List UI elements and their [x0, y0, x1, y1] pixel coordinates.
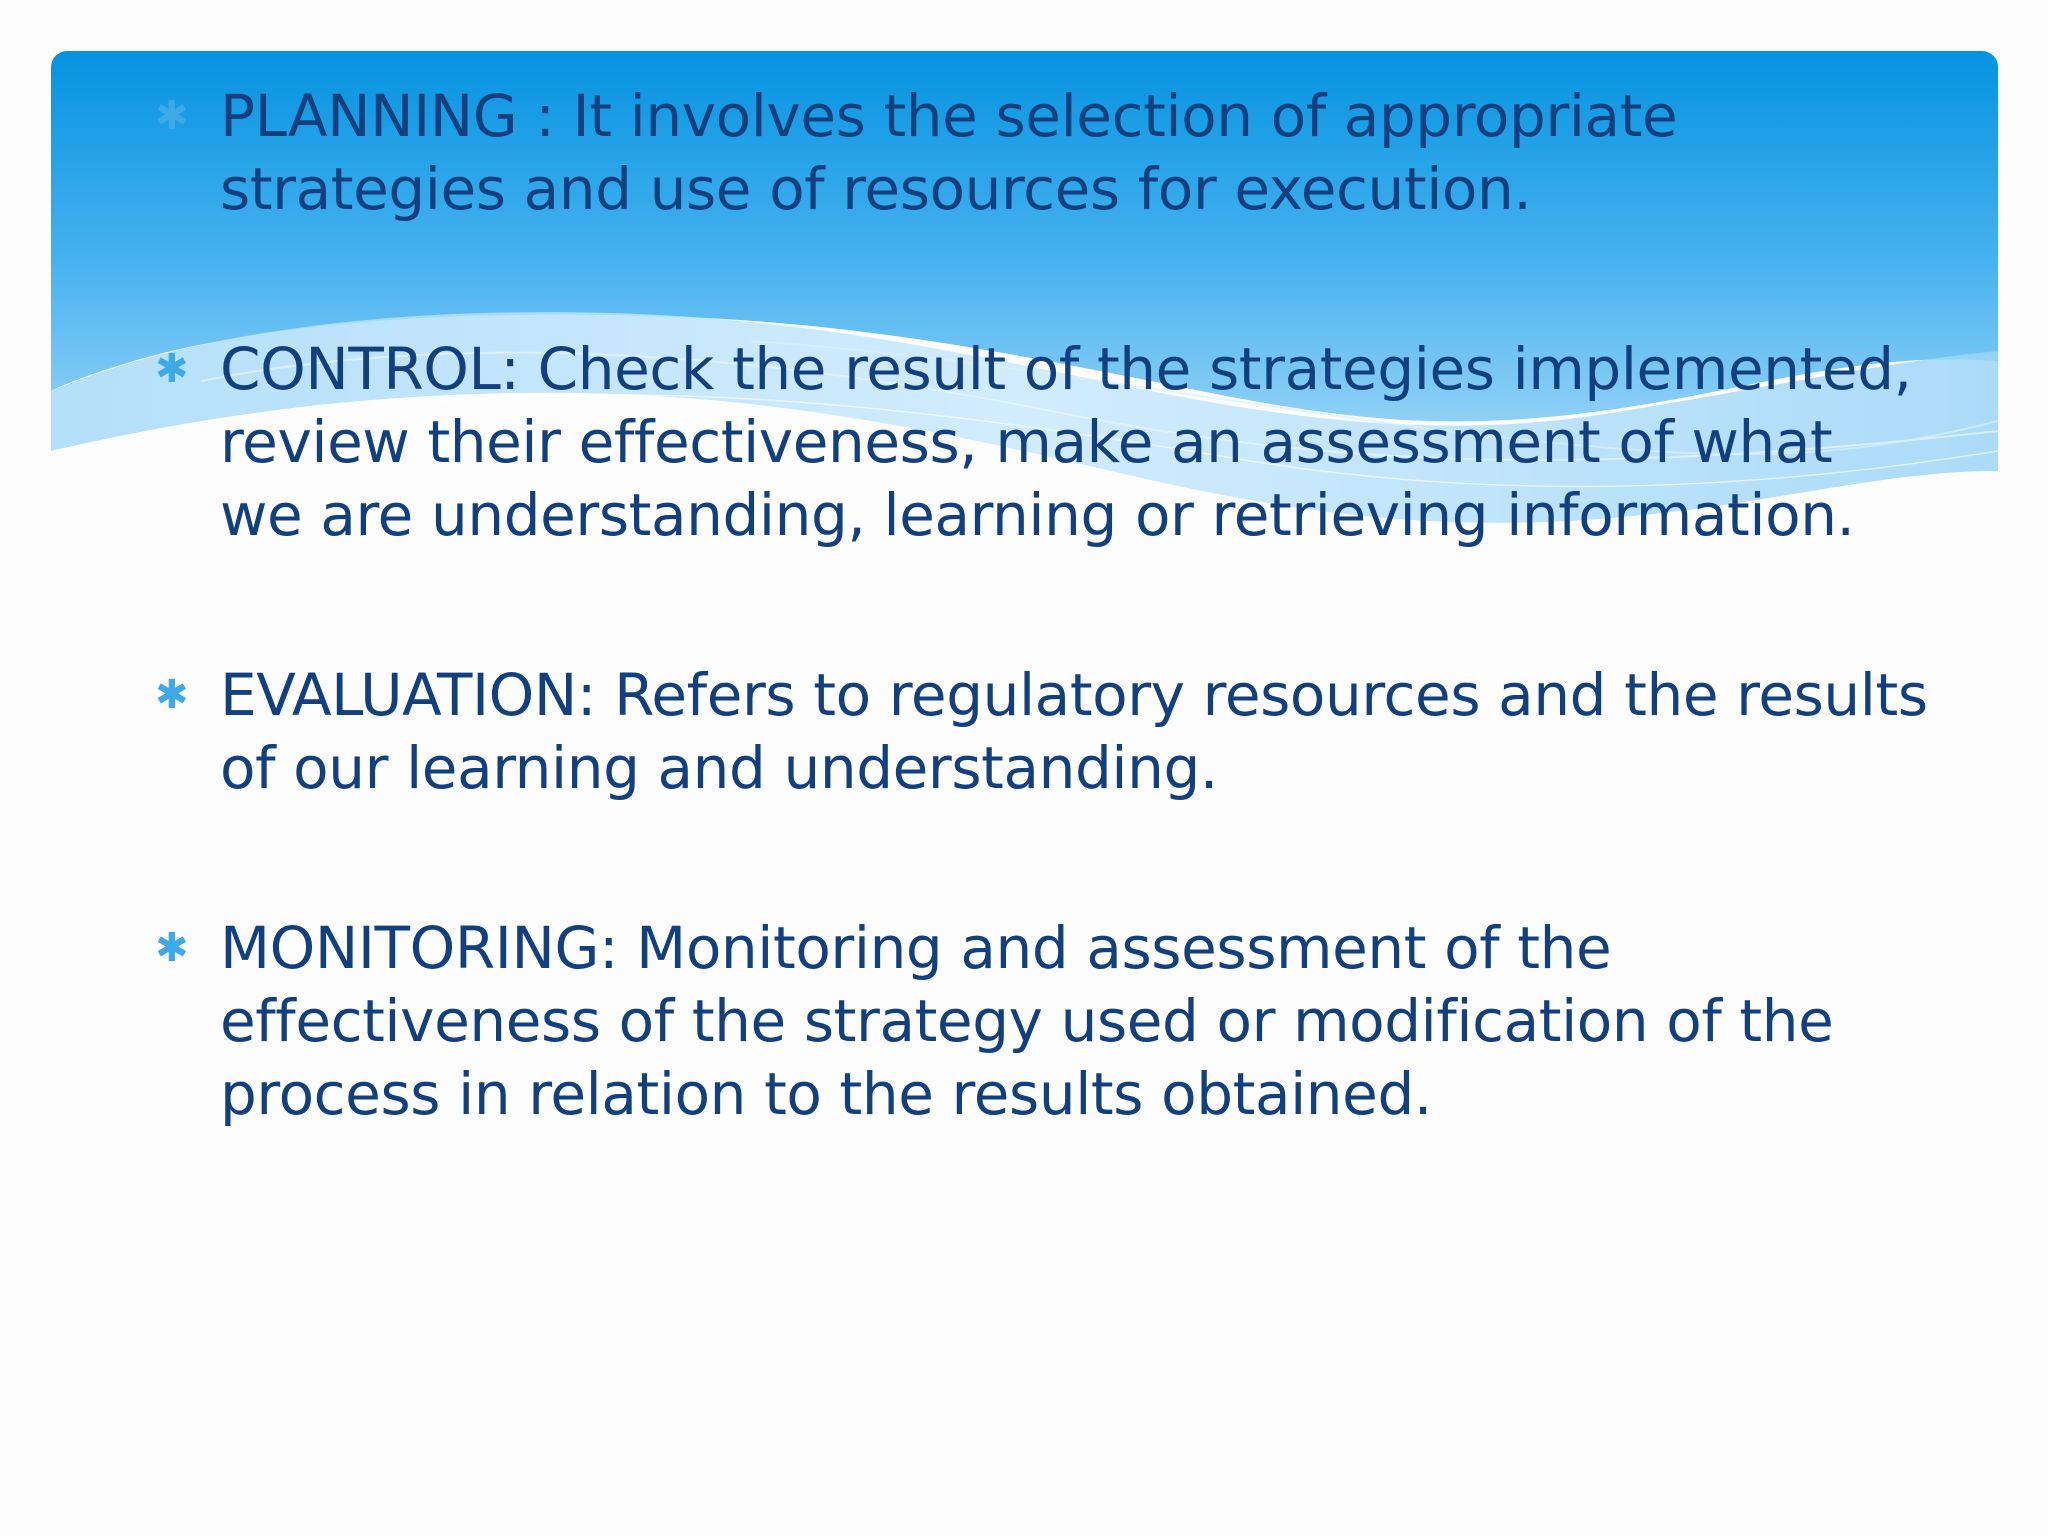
bullet-text: EVALUATION: Refers to regulatory resources and the results of our learning and understanding. [220, 661, 1928, 802]
asterisk-icon: ✱ [155, 93, 189, 139]
bullet-list [150, 80, 1930, 1131]
bullet-text: CONTROL: Check the result of the strategies implemented, review their effectiveness, make an assessment of what we are understanding, learning or retrieving information. [220, 335, 1912, 549]
bullet-planning [150, 80, 1930, 226]
asterisk-icon: ✱ [155, 346, 189, 392]
asterisk-icon: ✱ [155, 925, 189, 971]
bullet-evaluation [150, 659, 1930, 805]
bullet-control [150, 333, 1930, 552]
asterisk-icon: ✱ [155, 672, 189, 718]
bullet-monitoring [150, 912, 1930, 1131]
bullet-text: MONITORING: Monitoring and assessment of the effectiveness of the strategy used or modification of the process in relation to the results obtained. [220, 914, 1834, 1128]
bullet-text: PLANNING : It involves the selection of appropriate strategies and use of resources for execution. [220, 82, 1678, 223]
